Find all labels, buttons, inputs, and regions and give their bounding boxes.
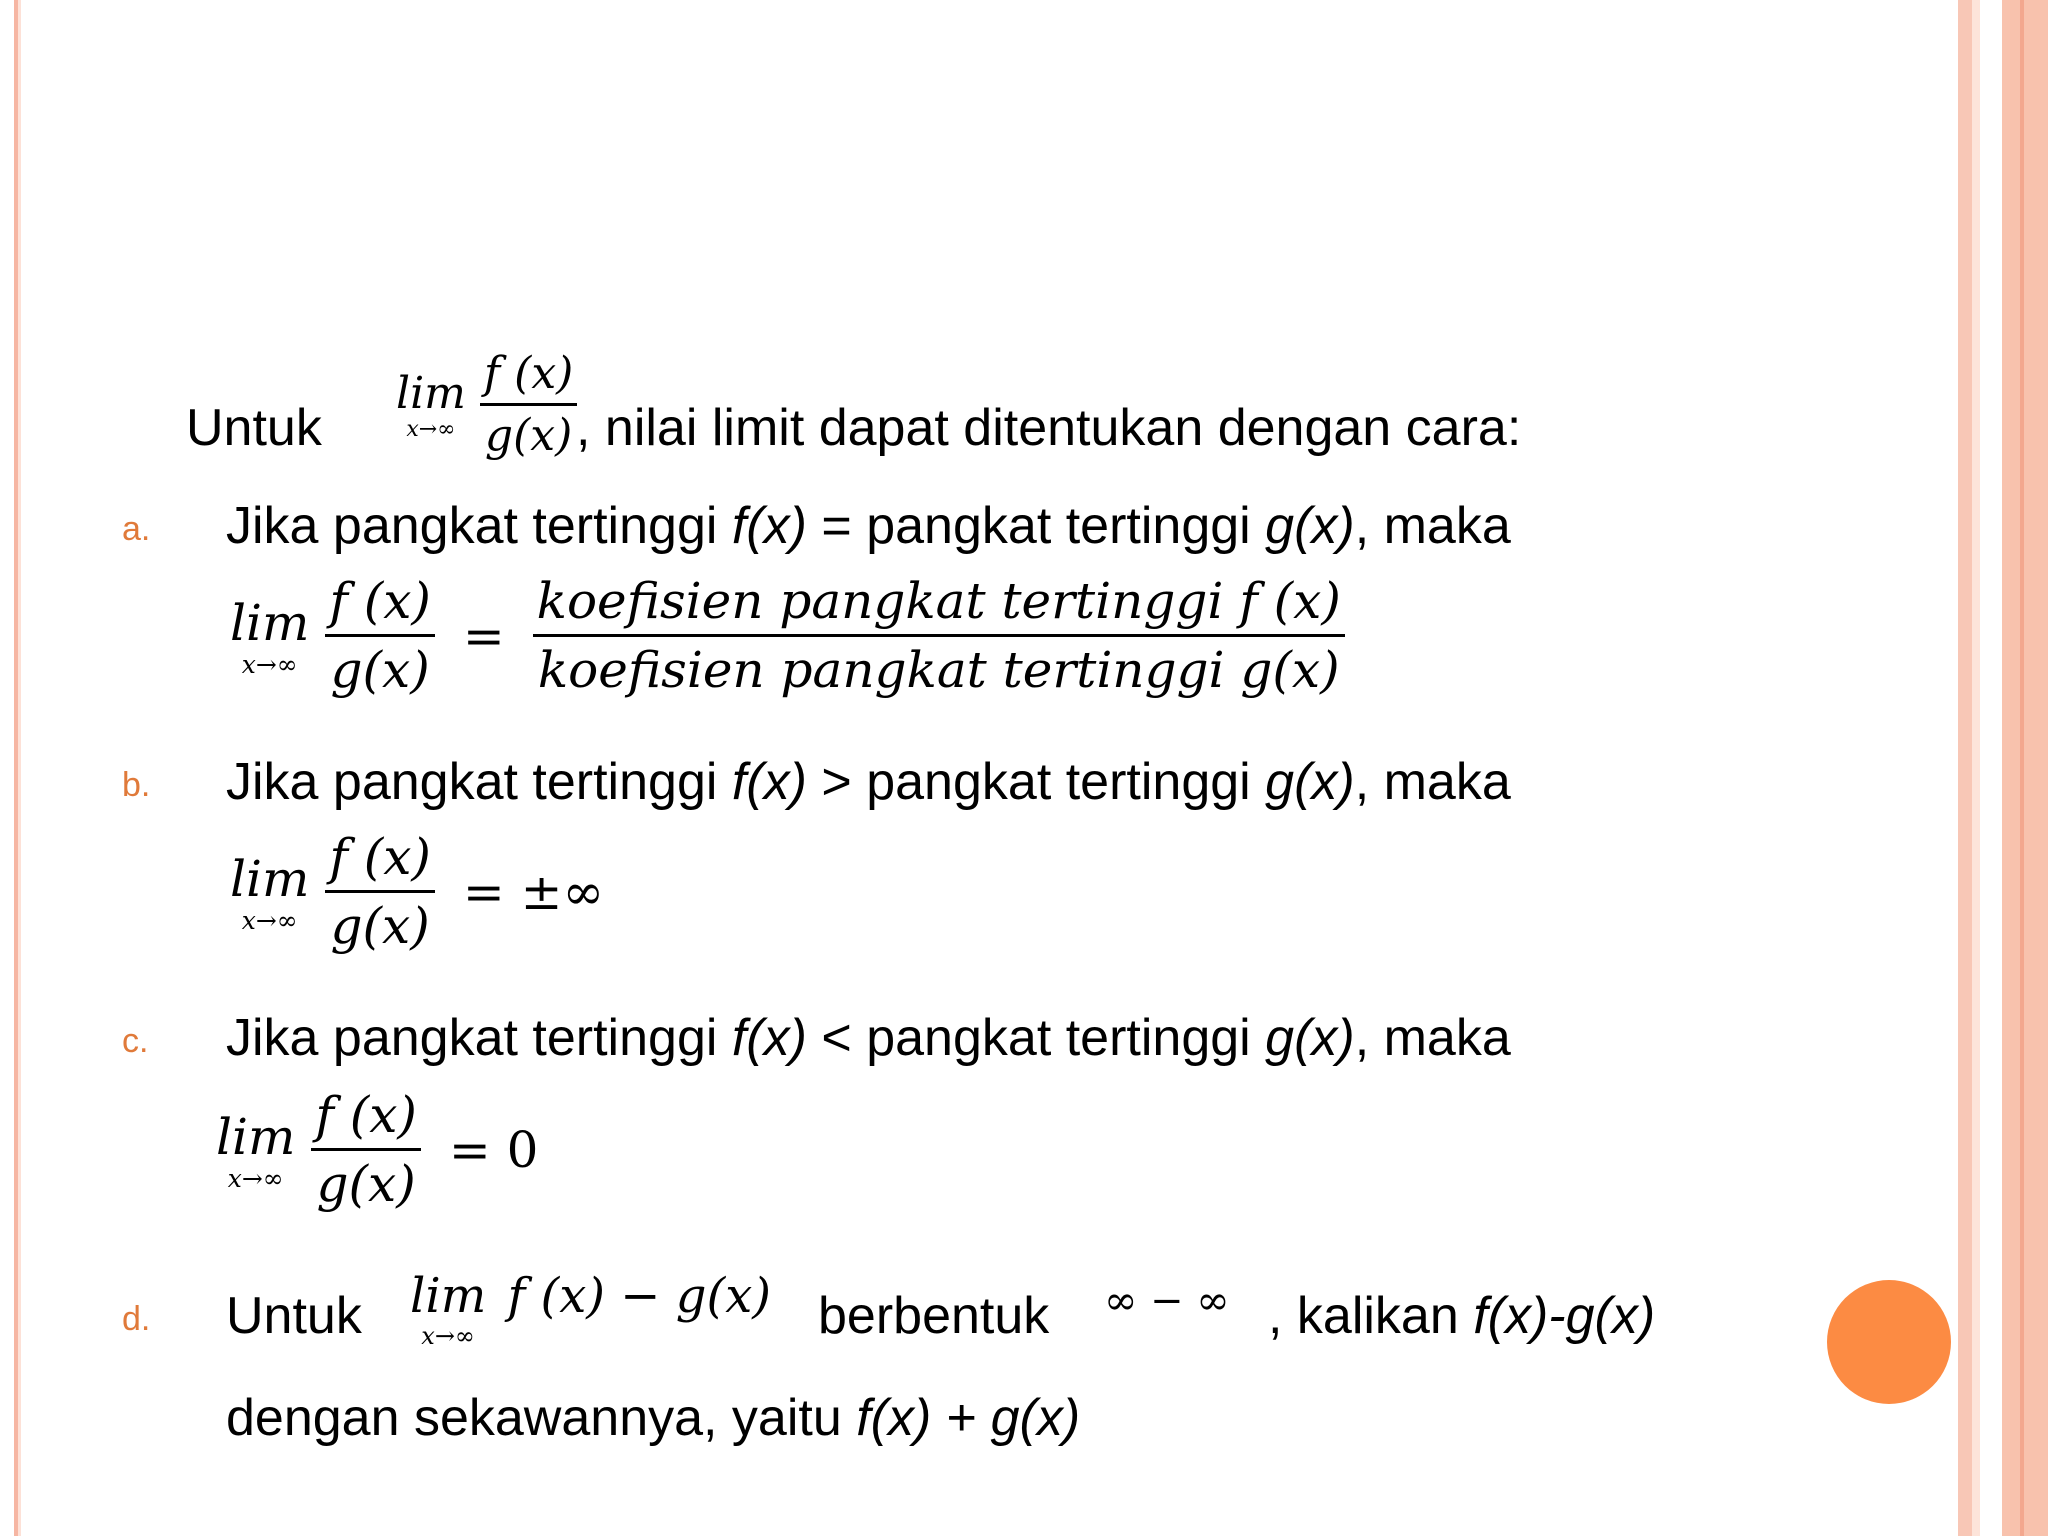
item-c-fraction: $\frac{f (x)}{g(x)}$: [311, 1086, 421, 1213]
orange-circle-decoration: [1827, 1280, 1951, 1404]
item-d-word: Untuk: [226, 1287, 362, 1345]
item-a-formula: lim x→∞ $\frac{f (x)}{g(x)}$ = $\frac{\text{koefisien pangkat tertinggi f (x)}}{\text{koefisien pangkat tertinggi g(x)}}$: [230, 572, 1345, 699]
item-b-formula: lim x→∞ $\frac{f (x)}{g(x)}$ = ±∞: [230, 828, 605, 955]
lim-word: lim: [396, 368, 466, 419]
item-d-after: , kalikan f(x)-g(x): [1268, 1287, 1656, 1345]
item-b-lim: lim x→∞: [230, 850, 310, 935]
item-d-marker: d.: [122, 1300, 151, 1338]
item-d-mid: berbentuk: [818, 1287, 1050, 1345]
item-a-marker: a.: [122, 510, 151, 548]
right-border-gap: [1980, 0, 2002, 1536]
right-border-band: [2002, 0, 2048, 1536]
intro-word: Untuk: [186, 399, 322, 457]
intro-lim: [396, 368, 466, 441]
item-c-formula: lim x→∞ $\frac{f (x)}{g(x)}$ = 0: [216, 1086, 539, 1213]
item-a-left-fraction: $\frac{f (x)}{g(x)}$: [325, 572, 435, 699]
left-border-line-light: [18, 0, 21, 1536]
item-b-marker: b.: [122, 766, 151, 804]
intro-limit-formula: [396, 348, 577, 461]
lim-subscript: x→∞: [406, 417, 456, 442]
item-c-text: Jika pangkat tertinggi f(x) < pangkat tertinggi g(x), maka: [226, 1009, 1511, 1067]
right-border-thin-line: [2020, 0, 2024, 1536]
fraction-denominator: g(x): [484, 410, 573, 461]
item-b-fraction: $\frac{f (x)}{g(x)}$: [325, 828, 435, 955]
right-border-strip: [1958, 0, 1972, 1536]
right-border-strip-light: [1972, 0, 1980, 1536]
item-c-lim: lim x→∞: [216, 1108, 296, 1193]
item-a-lim: lim x→∞: [230, 594, 310, 679]
item-b-text: Jika pangkat tertinggi f(x) > pangkat tertinggi g(x), maka: [226, 753, 1511, 811]
intro-text: , nilai limit dapat ditentukan dengan cara:: [576, 399, 1522, 457]
item-d-indeterminate-form: ∞ − ∞: [1104, 1278, 1230, 1324]
intro-fraction: [480, 348, 577, 461]
fraction-numerator: f (x): [480, 348, 577, 406]
item-c-marker: c.: [122, 1022, 149, 1060]
item-a-right-fraction: $\frac{\text{koefisien pangkat tertinggi f (x)}}{\text{koefisien pangkat tertinggi g(x)}}$: [533, 572, 1345, 699]
item-d-lim: lim x→∞: [410, 1268, 487, 1350]
item-a-text: Jika pangkat tertinggi f(x) = pangkat tertinggi g(x), maka: [226, 497, 1511, 555]
item-d-formula: lim x→∞ f (x) − g(x): [410, 1268, 772, 1350]
item-d-line2: dengan sekawannya, yaitu f(x) + g(x): [226, 1389, 1081, 1447]
